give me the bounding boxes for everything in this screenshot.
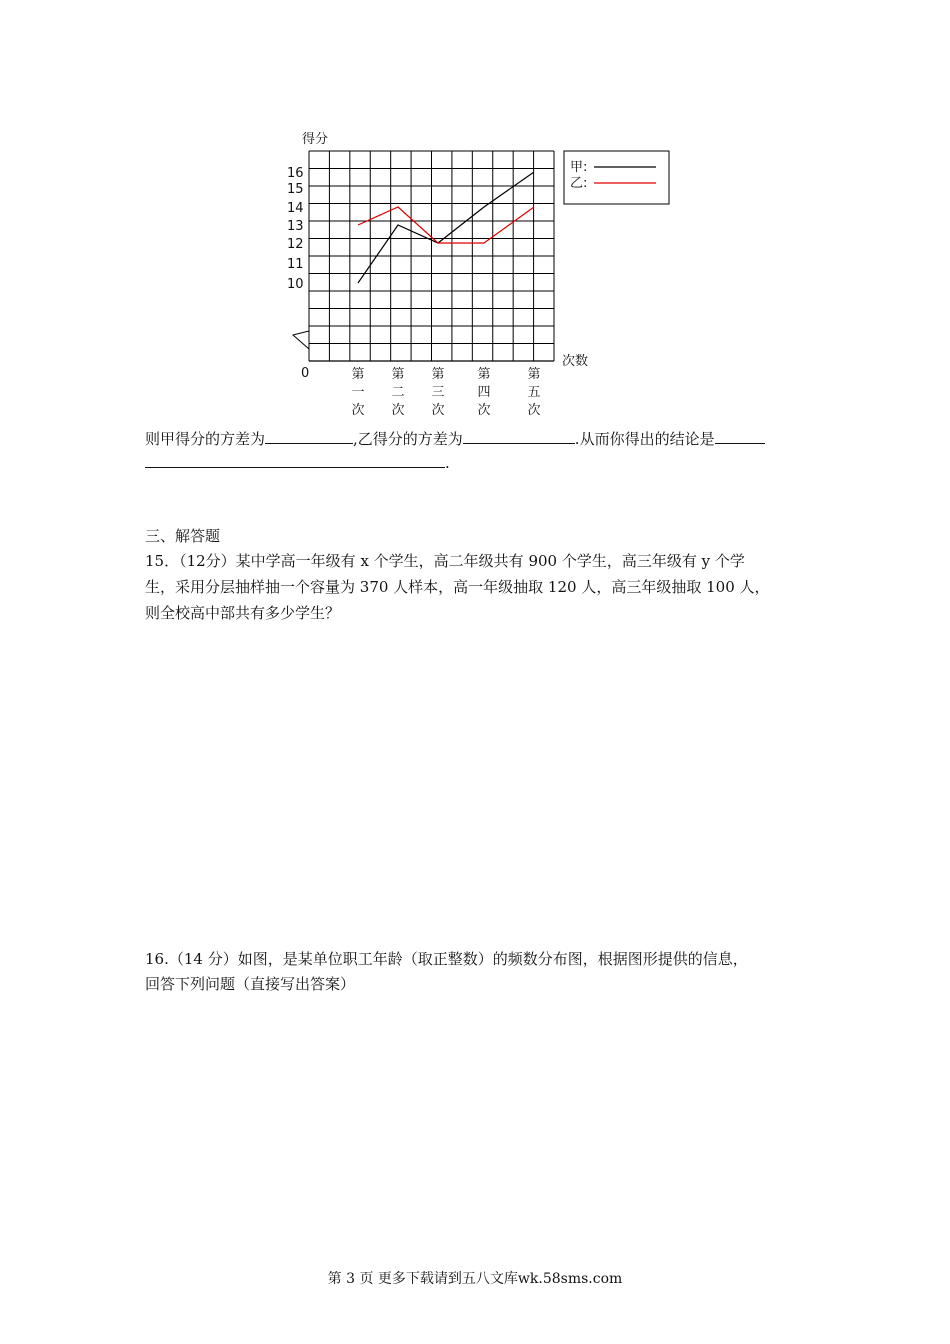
chart-axes [293, 321, 554, 361]
q16-line-1: 16.（14 分）如图，是某单位职工年龄（取正整数）的频数分布图，根据图形提供的信息， [145, 950, 748, 968]
q14-text-c: .从而你得出的结论是 [574, 430, 715, 448]
x-tick-label: 第 [527, 367, 541, 382]
x-tick-label: 次 [391, 403, 405, 418]
q14-text-b: ,乙得分的方差为 [353, 430, 463, 448]
section-heading: 三、解答题 [145, 527, 221, 545]
y-tick-label: 10 [287, 277, 304, 292]
y-tick-label: 13 [287, 219, 304, 234]
chart-grid [309, 151, 554, 361]
q14-text-a: 则甲得分的方差为 [145, 430, 266, 448]
series-line-yi [358, 207, 534, 243]
x-tick-label: 四 [477, 385, 491, 400]
chart-legend [564, 151, 669, 204]
q15-line-1: 15．（12分）某中学高一年级有 x 个学生，高二年级共有 900 个学生，高三年级有 y 个学 [145, 552, 745, 570]
x-axis-label: 次数 [562, 354, 589, 369]
x-tick-label: 第 [431, 367, 445, 382]
blank-jia-variance[interactable] [265, 428, 353, 444]
page-footer: 第 3 页 更多下载请到五八文库wk.58sms.com [327, 1271, 623, 1287]
y-axis-break-mark [293, 321, 309, 361]
y-tick-label: 14 [287, 201, 304, 216]
chart-series [358, 172, 534, 283]
y-tick-labels [287, 166, 304, 292]
x-tick-label: 第 [477, 367, 491, 382]
x-tick-label: 次 [477, 403, 491, 418]
y-tick-label: 12 [287, 237, 304, 252]
y-axis-label: 得分 [302, 132, 329, 147]
q15-line-3: 则全校高中部共有多少学生？ [145, 604, 341, 622]
q16-line-2: 回答下列问题（直接写出答案） [145, 975, 356, 993]
y-tick-label: 11 [287, 257, 304, 272]
x-tick-label: 第 [351, 367, 365, 382]
origin-label: 0 [301, 366, 310, 381]
legend-label: 乙: [570, 176, 588, 191]
x-tick-label: 一 [351, 385, 365, 400]
x-tick-label: 次 [527, 403, 541, 418]
x-tick-label: 次 [431, 403, 445, 418]
x-tick-label: 五 [527, 385, 541, 400]
period: . [445, 454, 450, 472]
q14-answer-line [145, 428, 765, 449]
x-tick-label: 第 [391, 367, 405, 382]
x-tick-label: 三 [431, 385, 445, 400]
series-line-jia [358, 172, 534, 283]
blank-yi-variance[interactable] [463, 428, 575, 444]
q14-conclusion-line [145, 452, 450, 473]
score-line-chart [280, 125, 680, 420]
blank-conclusion[interactable] [715, 428, 765, 444]
legend-label: 甲: [570, 160, 588, 175]
q15-line-2: 生，采用分层抽样抽一个容量为 370 人样本，高一年级抽取 120 人，高三年级抽取 100 人， [145, 578, 770, 596]
x-tick-label: 二 [391, 385, 405, 400]
x-tick-label: 次 [351, 403, 365, 418]
blank-conclusion-cont[interactable] [145, 452, 445, 468]
y-tick-label: 15 [287, 182, 304, 197]
y-tick-label: 16 [287, 166, 304, 181]
x-tick-labels [351, 367, 540, 418]
